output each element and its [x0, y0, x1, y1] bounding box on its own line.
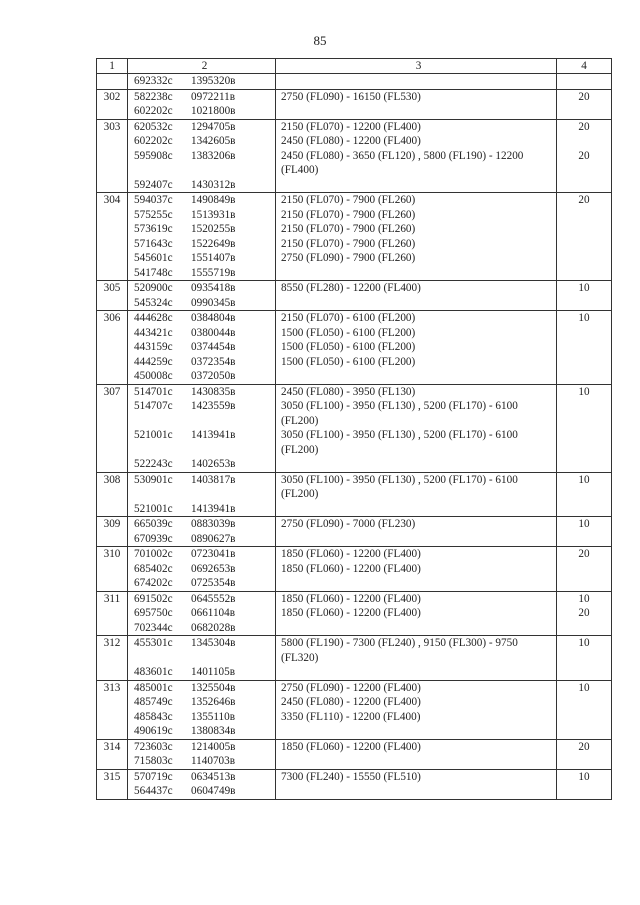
longitude-value: 0935418в [191, 282, 236, 294]
value: 20 [578, 149, 590, 162]
coordinate-line [134, 621, 275, 636]
longitude-value: 1551407в [191, 252, 236, 264]
longitude-value: 1345304в [191, 637, 236, 649]
row-number: 315 [97, 769, 128, 799]
longitude-value: 1522649в [191, 237, 236, 250]
longitude-value: 1401105в [191, 666, 236, 678]
latitude-value: 443421с [134, 326, 173, 339]
latitude-value: 691502с [134, 592, 173, 605]
latitude-value: 485001с [134, 681, 173, 694]
altitude-range: 1850 (FL060) - 12200 (FL400) [281, 592, 421, 605]
coordinate-line [134, 208, 275, 223]
latitude-value: 715803с [134, 755, 173, 767]
coordinate-line [134, 74, 275, 89]
longitude-value: 1403817в [191, 473, 236, 486]
coordinate-line [134, 710, 275, 725]
value-cell [557, 281, 612, 311]
value [557, 134, 611, 149]
coordinate-line [134, 414, 275, 429]
latitude-value: 695750с [134, 607, 173, 619]
coordinate-line [134, 784, 275, 799]
table-row [97, 591, 612, 636]
longitude-value: 0661104в [191, 607, 236, 619]
altitude-range: 2750 (FL090) - 7900 (FL260) [281, 252, 416, 264]
latitude-value: 444628с [134, 312, 173, 324]
value-cell [557, 193, 612, 281]
coordinate-line [134, 665, 275, 680]
latitude-value: 485749с [134, 696, 173, 708]
value: 10 [578, 770, 590, 783]
table-row [97, 281, 612, 311]
coordinate-line [134, 251, 275, 266]
table-row [97, 119, 612, 193]
value-cell [557, 769, 612, 799]
coordinate-line [134, 740, 275, 755]
table-body [97, 74, 612, 800]
altitude-range-cell [276, 769, 557, 799]
altitude-range-cell [276, 680, 557, 739]
altitude-range: 2150 (FL070) - 12200 (FL400) [281, 120, 421, 133]
value: 20 [578, 548, 590, 560]
coordinates-cell [128, 636, 276, 681]
coordinates-cell [128, 89, 276, 119]
altitude-range: 2450 (FL080) - 3950 (FL130) [281, 385, 416, 398]
altitude-range: 2450 (FL080) - 3650 (FL120) , 5800 (FL190) - 12200 (FL400) [281, 149, 524, 176]
altitude-range: 2450 (FL080) - 12200 (FL400) [281, 135, 421, 147]
page-number: 85 [313, 33, 327, 48]
latitude-value: 490619с [134, 725, 173, 737]
table-row [97, 74, 612, 90]
coordinate-line [134, 457, 275, 472]
longitude-value: 1380834в [191, 725, 236, 737]
longitude-value: 1352646в [191, 696, 236, 708]
column-header-2: 2 [128, 59, 276, 74]
coordinate-line [134, 592, 275, 607]
table-row [97, 680, 612, 739]
coordinate-line [134, 532, 275, 547]
altitude-range: 2150 (FL070) - 7900 (FL260) [281, 237, 416, 250]
coordinate-line [134, 355, 275, 370]
coordinate-line [134, 562, 275, 577]
latitude-value: 545324с [134, 296, 173, 309]
latitude-value: 692332с [134, 75, 173, 87]
altitude-range: 3050 (FL100) - 3950 (FL130) , 5200 (FL170) - 6100 (FL200) [281, 429, 518, 456]
altitude-range-cell [276, 384, 557, 472]
coordinate-line [134, 576, 275, 591]
coordinate-line [134, 487, 275, 502]
value: 20 [578, 90, 590, 103]
value-cell [557, 547, 612, 592]
latitude-value: 450008с [134, 370, 173, 382]
row-number: 309 [97, 517, 128, 547]
longitude-value: 1430312в [191, 178, 236, 191]
altitude-range-cell [276, 739, 557, 769]
row-number: 303 [97, 119, 128, 193]
longitude-value: 1430835в [191, 385, 236, 398]
coordinate-line [134, 134, 275, 149]
column-header-1: 1 [97, 59, 128, 74]
table-row [97, 311, 612, 385]
longitude-value: 0384804в [191, 312, 236, 324]
longitude-value: 1413941в [191, 429, 236, 441]
latitude-value: 701002с [134, 548, 173, 560]
longitude-value: 0380044в [191, 326, 236, 339]
longitude-value: 1383206в [191, 149, 236, 162]
altitude-range: 2150 (FL070) - 7900 (FL260) [281, 194, 416, 206]
coordinates-cell [128, 680, 276, 739]
altitude-range-cell [276, 119, 557, 193]
altitude-range-cell [276, 636, 557, 681]
coordinate-line [134, 178, 275, 193]
longitude-value: 0990345в [191, 296, 236, 309]
value-cell [557, 384, 612, 472]
altitude-range: 1850 (FL060) - 12200 (FL400) [281, 562, 421, 575]
latitude-value: 595908с [134, 149, 173, 162]
value-cell [557, 119, 612, 193]
value-cell [557, 680, 612, 739]
value-cell [557, 89, 612, 119]
coordinates-cell [128, 739, 276, 769]
altitude-range-cell [276, 311, 557, 385]
longitude-value: 0890627в [191, 532, 236, 545]
coordinate-line [134, 636, 275, 651]
latitude-value: 575255с [134, 208, 173, 221]
coordinate-line [134, 770, 275, 785]
row-number: 307 [97, 384, 128, 472]
longitude-value: 1520255в [191, 223, 236, 235]
table-header-row [97, 59, 612, 74]
altitude-range: 7300 (FL240) - 15550 (FL510) [281, 770, 421, 783]
coordinates-cell [128, 769, 276, 799]
value: 10 [578, 312, 590, 324]
table-row [97, 739, 612, 769]
row-number: 302 [97, 89, 128, 119]
latitude-value: 602202с [134, 135, 173, 147]
row-number [97, 74, 128, 90]
table-row [97, 547, 612, 592]
coordinate-line [134, 443, 275, 458]
longitude-value: 1325504в [191, 681, 236, 694]
coordinate-line [134, 340, 275, 355]
value: 10 [578, 637, 590, 649]
latitude-value: 674202с [134, 577, 173, 589]
coordinate-line [134, 296, 275, 311]
latitude-value: 514707с [134, 400, 173, 412]
longitude-value: 1490849в [191, 194, 236, 206]
latitude-value: 483601с [134, 666, 173, 678]
row-number: 306 [97, 311, 128, 385]
coordinate-line [134, 326, 275, 341]
altitude-range: 3050 (FL100) - 3950 (FL130) , 5200 (FL170) - 6100 (FL200) [281, 473, 518, 500]
latitude-value: 670939с [134, 532, 173, 545]
coordinate-line [134, 193, 275, 208]
row-number: 313 [97, 680, 128, 739]
latitude-value: 592407с [134, 178, 173, 191]
value: 10 [578, 473, 590, 486]
row-number: 312 [97, 636, 128, 681]
longitude-value: 0725354в [191, 577, 236, 589]
altitude-range: 1500 (FL050) - 6100 (FL200) [281, 326, 416, 339]
value-cell [557, 311, 612, 385]
coordinate-line [134, 754, 275, 769]
latitude-value: 443159с [134, 341, 173, 353]
coordinate-line [134, 385, 275, 400]
table-row [97, 193, 612, 281]
latitude-value: 521001с [134, 502, 173, 515]
coordinate-line [134, 724, 275, 739]
longitude-value: 0374454в [191, 341, 236, 353]
latitude-value: 702344с [134, 621, 173, 634]
longitude-value: 0883039в [191, 518, 236, 530]
value-cell [557, 739, 612, 769]
latitude-value: 520900с [134, 282, 173, 294]
value: 10 [578, 681, 590, 694]
value: 10 [578, 518, 590, 530]
altitude-range: 1850 (FL060) - 12200 (FL400) [281, 548, 421, 560]
longitude-value: 0372050в [191, 370, 236, 382]
altitude-range-cell [276, 472, 557, 517]
altitude-range: 3050 (FL100) - 3950 (FL130) , 5200 (FL170) - 6100 (FL200) [281, 400, 518, 427]
coordinate-line [134, 695, 275, 710]
altitude-range: 2750 (FL090) - 12200 (FL400) [281, 681, 421, 694]
altitude-range: 2450 (FL080) - 12200 (FL400) [281, 696, 421, 708]
altitude-range: 2750 (FL090) - 7000 (FL230) [281, 518, 416, 530]
row-number: 305 [97, 281, 128, 311]
altitude-range: 1850 (FL060) - 12200 (FL400) [281, 740, 421, 753]
longitude-value: 1513931в [191, 208, 236, 221]
coordinate-line [134, 266, 275, 281]
coordinate-line [134, 517, 275, 532]
longitude-value: 1214005в [191, 740, 236, 753]
coordinate-line [134, 502, 275, 517]
latitude-value: 455301с [134, 637, 173, 649]
latitude-value: 573619с [134, 223, 173, 235]
value-cell [557, 472, 612, 517]
coordinates-cell [128, 119, 276, 193]
longitude-value: 1140703в [191, 755, 236, 767]
latitude-value: 571643с [134, 237, 173, 250]
longitude-value: 0682028в [191, 621, 236, 634]
value-cell [557, 74, 612, 90]
latitude-value: 723603с [134, 740, 173, 753]
longitude-value: 0972211в [191, 90, 236, 103]
table-row [97, 636, 612, 681]
value: 20 [578, 740, 590, 753]
row-number: 310 [97, 547, 128, 592]
row-number: 304 [97, 193, 128, 281]
value-cell [557, 591, 612, 636]
coordinates-cell [128, 311, 276, 385]
coordinates-cell [128, 384, 276, 472]
altitude-range: 2150 (FL070) - 6100 (FL200) [281, 312, 416, 324]
coordinate-line [134, 120, 275, 135]
altitude-range: 2150 (FL070) - 7900 (FL260) [281, 223, 416, 235]
altitude-range: 1850 (FL060) - 12200 (FL400) [281, 607, 421, 619]
value: 10 [578, 282, 590, 294]
value: 20 [578, 194, 590, 206]
longitude-value: 0723041в [191, 548, 236, 560]
coordinate-line [134, 104, 275, 119]
altitude-range-cell [276, 547, 557, 592]
coordinate-line [134, 90, 275, 105]
latitude-value: 594037с [134, 194, 173, 206]
altitude-range: 1500 (FL050) - 6100 (FL200) [281, 355, 416, 368]
coordinate-line [134, 163, 275, 178]
latitude-value: 530901с [134, 473, 173, 486]
coordinate-line [134, 369, 275, 384]
table-row [97, 769, 612, 799]
altitude-range-cell [276, 74, 557, 90]
longitude-value: 1294705в [191, 120, 236, 133]
coordinate-line [134, 399, 275, 414]
coordinates-cell [128, 281, 276, 311]
longitude-value: 0692653в [191, 562, 236, 575]
coordinates-cell [128, 547, 276, 592]
row-number: 314 [97, 739, 128, 769]
row-number: 311 [97, 591, 128, 636]
latitude-value: 521001с [134, 429, 173, 441]
altitude-range-cell [276, 281, 557, 311]
value: 20 [578, 607, 590, 619]
altitude-range-cell [276, 193, 557, 281]
coordinates-cell [128, 591, 276, 636]
column-header-3: 3 [276, 59, 557, 74]
latitude-value: 545601с [134, 252, 173, 264]
table-row [97, 89, 612, 119]
longitude-value: 0645552в [191, 592, 236, 605]
latitude-value: 620532с [134, 120, 173, 133]
latitude-value: 602202с [134, 105, 173, 117]
altitude-range-cell [276, 89, 557, 119]
table-row [97, 384, 612, 472]
altitude-range-cell [276, 517, 557, 547]
longitude-value: 0634513в [191, 770, 236, 783]
value: 10 [578, 592, 590, 605]
longitude-value: 1423559в [191, 400, 236, 412]
altitude-range: 8550 (FL280) - 12200 (FL400) [281, 282, 421, 294]
altitude-range: 2150 (FL070) - 7900 (FL260) [281, 208, 416, 221]
longitude-value: 1021800в [191, 105, 236, 117]
coordinates-cell [128, 74, 276, 90]
coordinate-line [134, 651, 275, 666]
latitude-value: 685402с [134, 562, 173, 575]
table-row [97, 472, 612, 517]
value: 20 [578, 120, 590, 133]
airspace-table [96, 58, 612, 800]
coordinates-cell [128, 193, 276, 281]
altitude-range: 5800 (FL190) - 7300 (FL240) , 9150 (FL300) - 9750 (FL320) [281, 637, 518, 664]
coordinate-line [134, 547, 275, 562]
latitude-value: 564437с [134, 785, 173, 797]
table-row [97, 517, 612, 547]
latitude-value: 665039с [134, 518, 173, 530]
latitude-value: 514701с [134, 385, 173, 398]
longitude-value: 0372354в [191, 355, 236, 368]
coordinate-line [134, 281, 275, 296]
coordinate-line [134, 222, 275, 237]
value: 10 [578, 385, 590, 398]
value-cell [557, 636, 612, 681]
latitude-value: 444259с [134, 355, 173, 368]
coordinate-line [134, 311, 275, 326]
coordinate-line [134, 473, 275, 488]
longitude-value: 0604749в [191, 785, 236, 797]
altitude-range: 3350 (FL110) - 12200 (FL400) [281, 710, 421, 723]
coordinate-line [134, 681, 275, 696]
latitude-value: 570719с [134, 770, 173, 783]
coordinates-cell [128, 517, 276, 547]
row-number: 308 [97, 472, 128, 517]
column-header-4: 4 [557, 59, 612, 74]
altitude-range-cell [276, 591, 557, 636]
latitude-value: 582238с [134, 90, 173, 103]
longitude-value: 1342605в [191, 135, 236, 147]
latitude-value: 485843с [134, 710, 173, 723]
longitude-value: 1413941в [191, 502, 236, 515]
coordinate-line [134, 149, 275, 164]
altitude-range: 1500 (FL050) - 6100 (FL200) [281, 341, 416, 353]
coordinate-line [134, 606, 275, 621]
altitude-range: 2750 (FL090) - 16150 (FL530) [281, 90, 421, 103]
longitude-value: 1555719в [191, 266, 236, 279]
coordinates-cell [128, 472, 276, 517]
coordinate-line [134, 428, 275, 443]
latitude-value: 522243с [134, 458, 173, 470]
value-cell [557, 517, 612, 547]
longitude-value: 1355110в [191, 710, 236, 723]
latitude-value: 541748с [134, 266, 173, 279]
longitude-value: 1402653в [191, 458, 236, 470]
coordinate-line [134, 237, 275, 252]
longitude-value: 1395320в [191, 75, 236, 87]
